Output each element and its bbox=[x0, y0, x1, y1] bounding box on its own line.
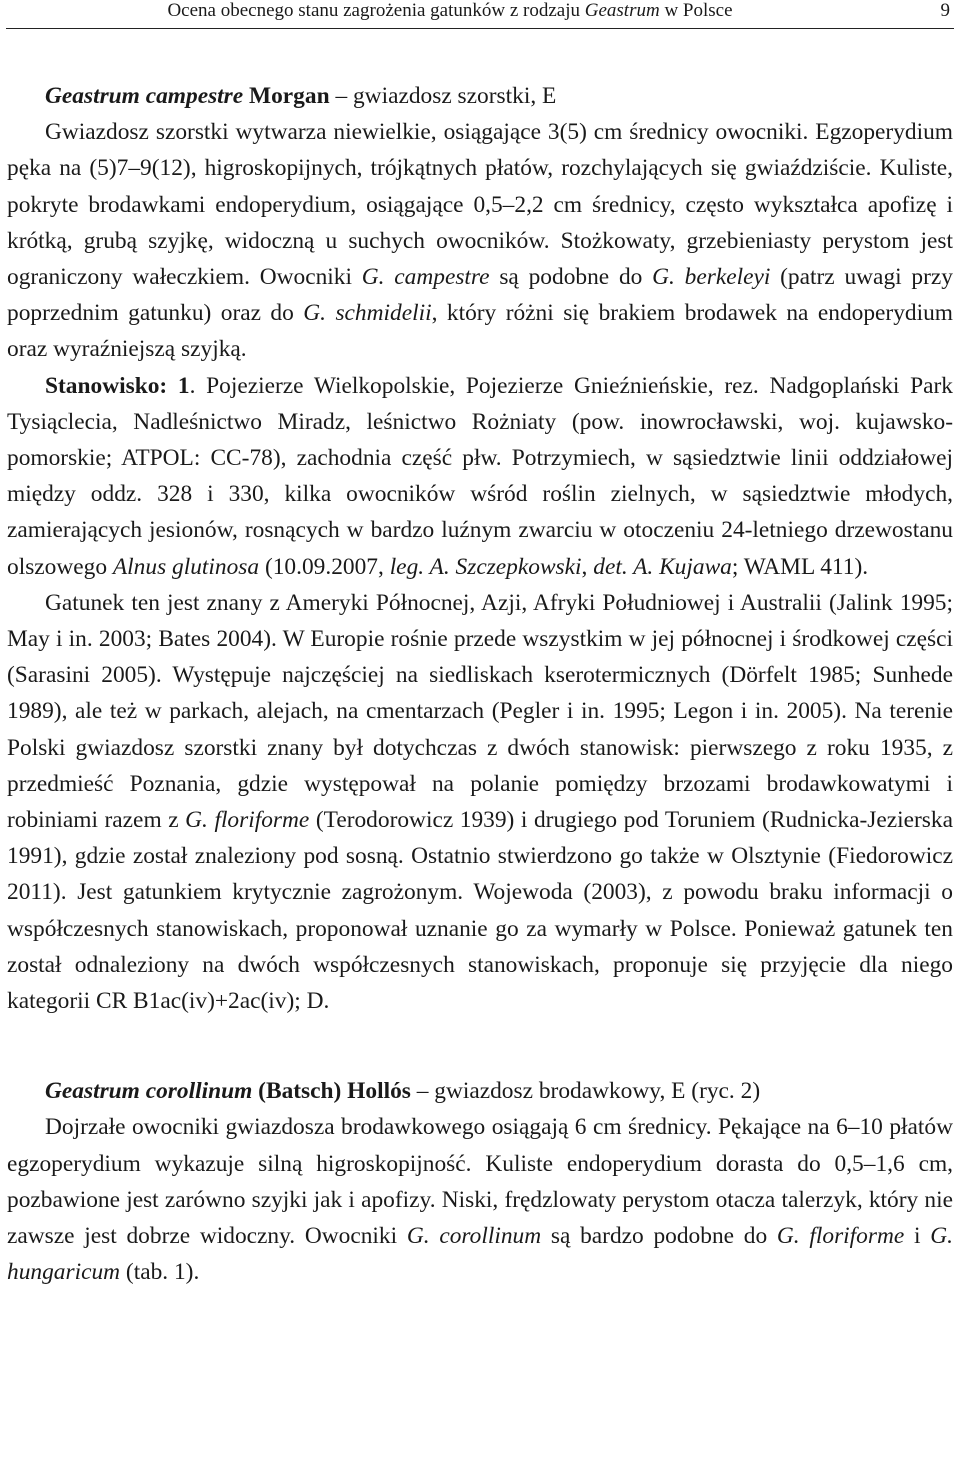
italic-term: G. hungaricum bbox=[7, 1223, 953, 1286]
latin-name: Geastrum campestre bbox=[45, 83, 244, 109]
text-run: ; WAML 411). bbox=[731, 553, 869, 580]
text-run: (Terodorowicz 1939) i drugiego pod Toruniem (Rudnicka-Jezierska 1991), gdzie został znaleziony pod sosną. Ostatnio stwierdzono go także w Olsztynie (Fiedorowicz 2011). Jest gatunkiem krytycznie zagrożonym. Wojewoda (2003), z powodu braku informacji o współczesnych stanowiskach, proponował uznanie go za wymarły w Polsce. Ponieważ gatunek ten został odnaleziony na dwóch współczesnych stanowiskach, proponuje się przyjęcie dla niego kategorii CR B1ac(iv)+2ac(iv); D. bbox=[7, 807, 953, 1015]
page-body bbox=[7, 78, 953, 1291]
text-run: są podobne do bbox=[489, 264, 653, 291]
species-heading-corollinum bbox=[7, 1073, 953, 1109]
italic-term: G. schmidelii bbox=[303, 300, 432, 327]
text-run: (patrz uwagi przy poprzednim gatunku) oraz do bbox=[7, 264, 953, 327]
italic-term: G. floriforme bbox=[185, 807, 310, 834]
text-run: Gwiazdosz szorstki wytwarza niewielkie, osiągające 3(5) cm średnicy owocniki. Egzoperydium pęka na (5)7–9(12), higroskopijnych, trójkątnych płatów, rozchylających się gwiaździście. Kuliste, pokryte brodawkami endoperydium, osiągające 0,5–2,2 cm średnicy, często wykształca apofizę i krótką, grubą szyjkę, widoczną u suchych owocników. Stożkowaty, grzebieniasty perystom jest ograniczony wałeczkiem. Owocniki bbox=[7, 119, 953, 291]
running-title-genus: Geastrum bbox=[584, 0, 660, 21]
running-title-suffix: w Polsce bbox=[659, 0, 733, 21]
species-heading-campestre bbox=[7, 78, 953, 114]
text-run: Gatunek ten jest znany z Ameryki Północnej, Azji, Afryki Południowej i Australii (Jalink 1995; May i in. 2003; Bates 2004). W Europie rośnie przede wszystkim w jej północnej i środkowej części (Sarasini 2005). Występuje najczęściej na siedliskach kserotermicznych (Dörfelt 1985; Sunhede 1989), ale też w parkach, alejach, na cmentarzach (Pegler i in. 1995; Legon i in. 2005). Na terenie Polski gwiazdosz szorstki znany był dotychczas z dwóch stanowisk: pierwszego z roku 1935, z przedmieść Poznania, gdzie występował na polanie pomiędzy brzozami brodawkowatymi i robiniami razem z bbox=[7, 589, 953, 834]
italic-term: Alnus glutinosa bbox=[112, 553, 260, 580]
author: Morgan bbox=[249, 83, 330, 109]
italic-term: det. A. Kujawa bbox=[593, 553, 732, 580]
text-run: (10.09.2007, bbox=[259, 553, 390, 580]
text-run: (tab. 1). bbox=[120, 1259, 200, 1286]
running-title bbox=[6, 0, 894, 22]
text-run: Dojrzałe owocniki gwiazdosza brodawkowego osiągają 6 cm średnicy. Pękające na 6–10 płatów egzoperydium wykazuje silną higroskopijność. Kuliste endoperydium dorasta do 0,5–1,6 cm, pozbawione jest zarówno szyjki jak i apofizy. Niski, frędzlowaty perystom otacza talerzyk, który nie zawsze jest dobrze widoczny. Owocniki bbox=[7, 1114, 953, 1250]
running-title-text: Ocena obecnego stanu zagrożenia gatunków z rodzaju bbox=[167, 0, 585, 21]
text-run: , bbox=[581, 553, 594, 580]
distribution-paragraph bbox=[7, 585, 953, 1019]
page-number: 9 bbox=[940, 0, 950, 21]
italic-term: G. berkeleyi bbox=[652, 264, 771, 291]
italic-term: G. corollinum bbox=[406, 1223, 542, 1250]
italic-term: leg. A. Szczepkowski bbox=[389, 553, 582, 580]
italic-term: G. campestre bbox=[361, 264, 490, 291]
text-run: , który różni się brakiem brodawek na endoperydium oraz wyraźniejszą szyjką. bbox=[7, 300, 953, 363]
habitat-paragraph bbox=[7, 368, 953, 585]
text-run: i bbox=[904, 1223, 931, 1250]
common-name: – gwiazdosz szorstki, E bbox=[329, 83, 557, 109]
text-run: są bardzo podobne do bbox=[541, 1223, 777, 1250]
running-header bbox=[6, 0, 954, 29]
habitat-text bbox=[7, 373, 953, 580]
author: (Batsch) Hollós bbox=[258, 1078, 411, 1105]
italic-term: G. floriforme bbox=[776, 1223, 905, 1250]
text-run: . Pojezierze Wielkopolskie, Pojezierze Gnieźnieńskie, rez. Nadgoplański Park Tysiąclecia, Nadleśnictwo Miradz, leśnictwo Rożniaty (pow. inowrocławski, woj. kujawsko-pomorskie; ATPOL: CC-78), zachodnia część płw. Potrzymiech, w sąsiedztwie linii oddziałowej między oddz. 328 i 330, kilka owocników wśród roślin zielnych, w sąsiedztwie młodych, zamierających jesionów, rosnących w bardzo luźnym zwarciu w otoczeniu 24-letniego drzewostanu olszowego bbox=[7, 372, 953, 580]
description-paragraph bbox=[7, 114, 953, 367]
description-paragraph bbox=[7, 1109, 953, 1290]
common-name: – gwiazdosz brodawkowy, E (ryc. 2) bbox=[410, 1078, 761, 1105]
habitat-label: Stanowisko: 1 bbox=[45, 372, 190, 399]
latin-name: Geastrum corollinum bbox=[45, 1078, 253, 1105]
section-gap bbox=[7, 1019, 953, 1073]
